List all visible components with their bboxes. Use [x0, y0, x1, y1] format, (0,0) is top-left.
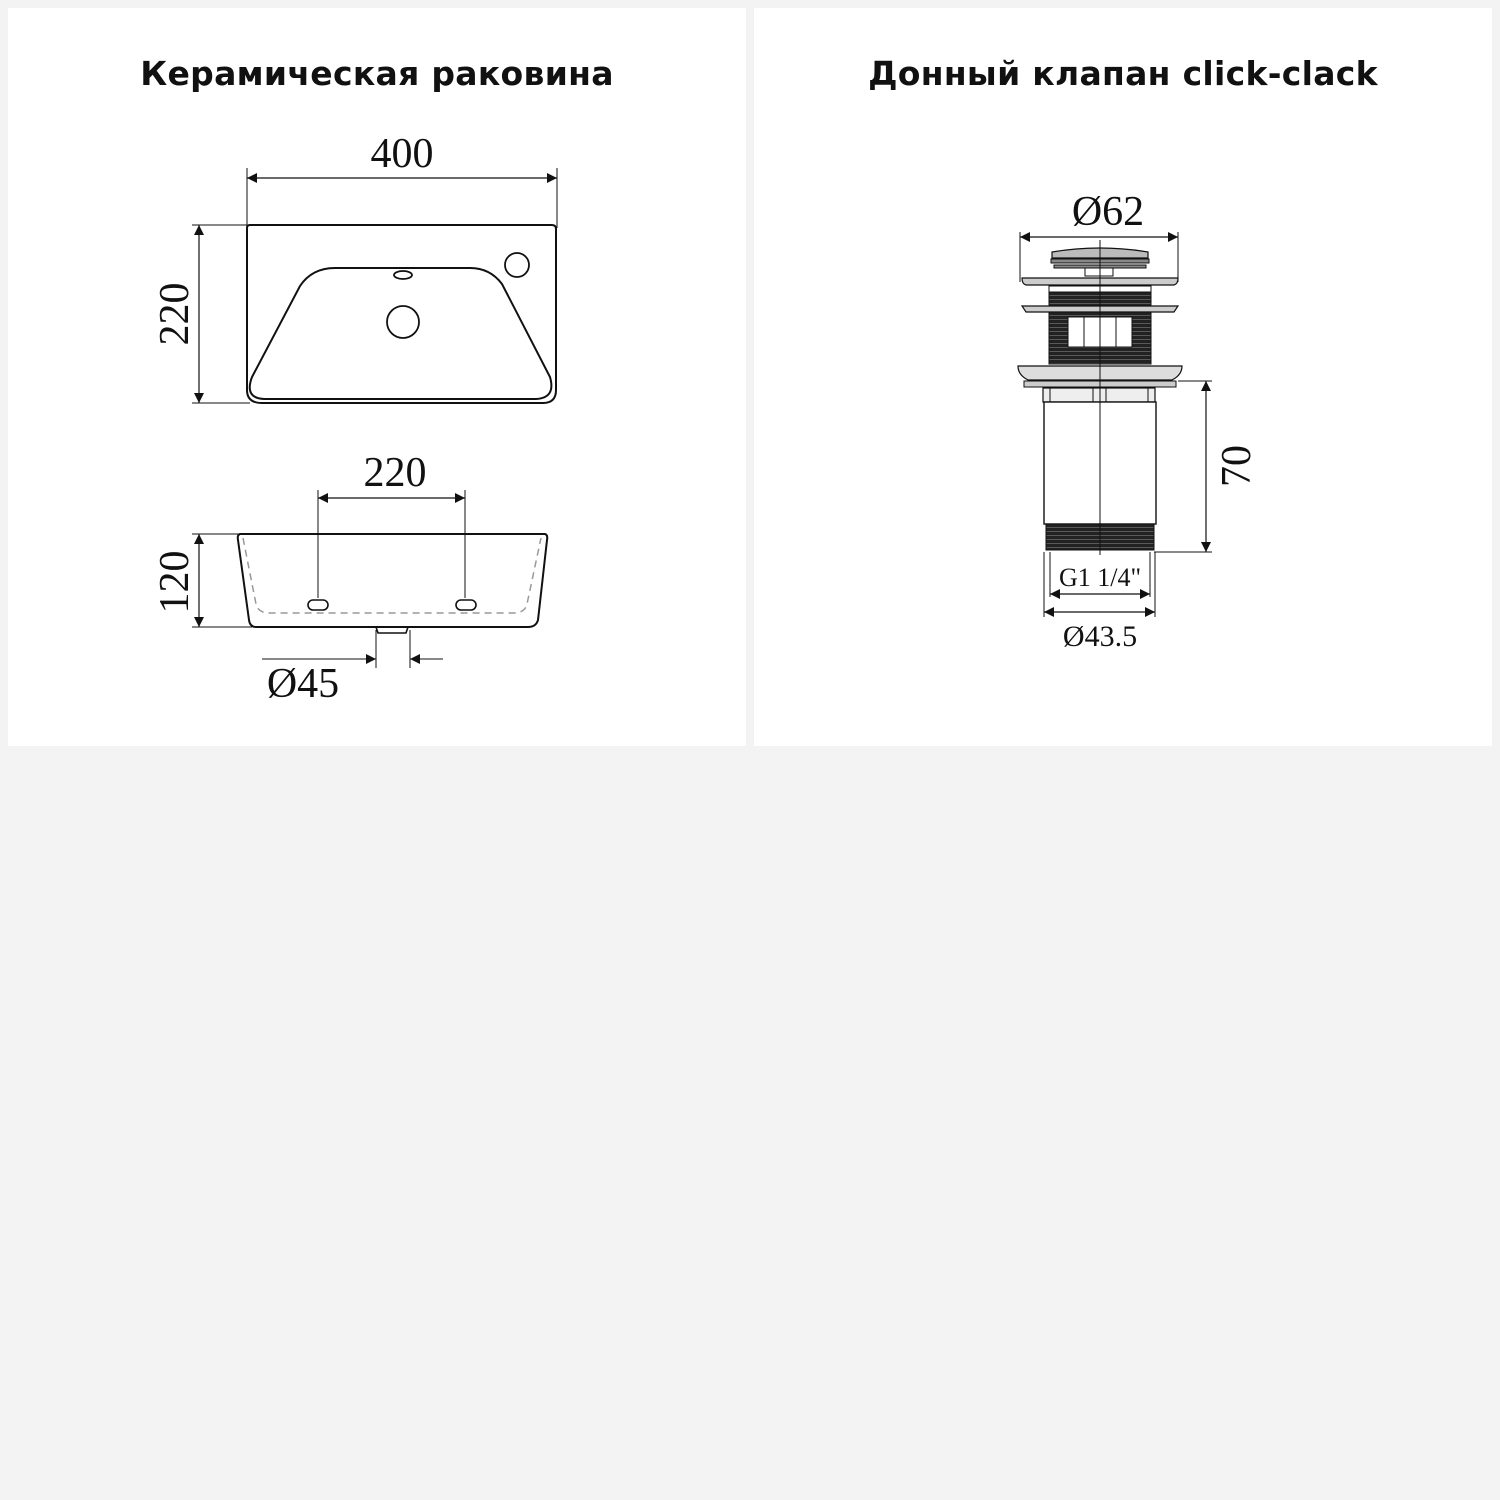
sink-drawing-panel [8, 8, 746, 746]
sink-title: Керамическая раковина [140, 54, 614, 93]
thread-diameter-label: Ø43.5 [1062, 620, 1138, 653]
thread-size-label: G1 1/4" [1058, 563, 1142, 592]
body-length-label: 70 [1214, 445, 1260, 487]
sink-width-label: 400 [370, 131, 434, 177]
valve-title: Донный клапан click-clack [868, 54, 1378, 93]
drain-diameter-label: Ø45 [266, 661, 340, 707]
valve-drawing-panel [754, 8, 1492, 746]
sink-top-view [192, 168, 557, 403]
valve-body [1018, 232, 1212, 617]
hole-spacing-label: 220 [363, 450, 427, 496]
cap-diameter-label: Ø62 [1071, 189, 1145, 235]
sink-depth-label: 220 [152, 282, 198, 346]
valve-drawing [754, 8, 1492, 746]
sink-drawing [8, 8, 746, 746]
sink-height-label: 120 [152, 550, 198, 614]
sink-side-view [192, 490, 547, 668]
